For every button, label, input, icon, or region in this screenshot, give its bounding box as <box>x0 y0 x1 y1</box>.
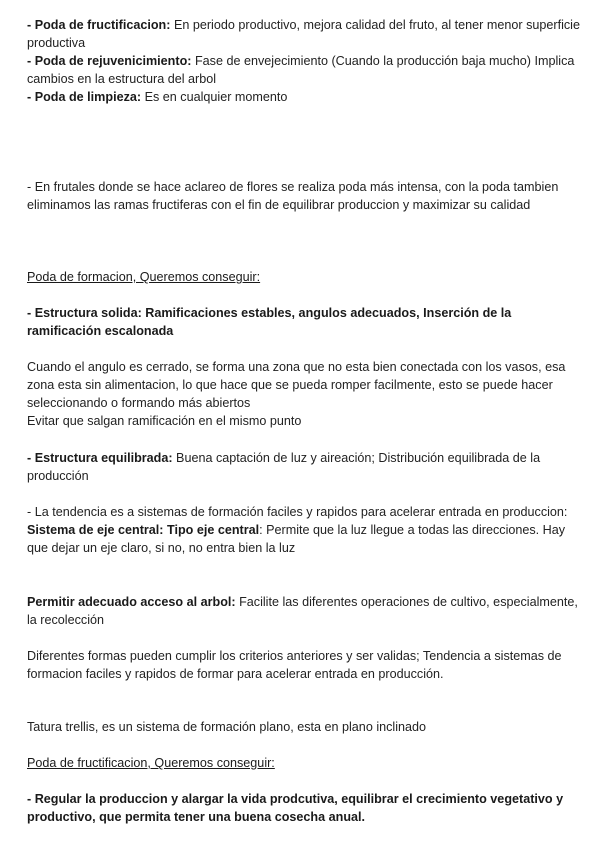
term-label: - Poda de limpieza: <box>27 90 142 104</box>
term-text: Facilite las diferentes operaciones de cultivo, especialmente, la recolección <box>27 595 578 627</box>
term-label: - Estructura equilibrada: <box>27 451 173 465</box>
term-text: Es en cualquier momento <box>141 90 288 104</box>
fructification-pruning-heading: Poda de fructificacion, Queremos conseguir: <box>27 756 275 770</box>
central-axis-type-label: Tipo eje central <box>167 523 260 537</box>
formation-pruning-heading: Poda de formacion, Queremos conseguir: <box>27 270 261 284</box>
angle-explanation-paragraph <box>27 358 583 430</box>
term-text: Fase de envejecimiento (Cuando la producción baja mucho) Implica cambios en la estructura del arbol <box>27 54 575 86</box>
pruning-cleaning-line <box>27 88 583 106</box>
tree-access-paragraph <box>27 593 583 629</box>
central-axis-system-label: Sistema de eje central: <box>27 523 164 537</box>
angle-explanation-text: Cuando el angulo es cerrado, se forma una zona que no esta bien conectada con los vasos, esa zona esta sin alimentacion, lo que hace que se pueda romper facilmente, esto se puede hacer seleccionando o formando más abiertos <box>27 360 566 410</box>
trend-text-continued: : Permite que la luz llegue a todas las direcciones. Hay que dejar un eje claro, si no, no entra bien la luz <box>27 523 566 555</box>
branching-note-text: Evitar que salgan ramificación en el mismo punto <box>27 414 302 428</box>
term-label: - Poda de fructificacion: <box>27 18 171 32</box>
fruit-thinning-paragraph: - En frutales donde se hace aclareo de flores se realiza poda más intensa, con la poda tambien eliminamos las ramas fructiferas con el fin de equilibrar produccion y maximizar su calidad <box>27 180 559 212</box>
term-label: - Poda de rejuvenicimiento: <box>27 54 192 68</box>
pruning-rejuvenation-line <box>27 52 583 88</box>
solid-structure-paragraph: - Estructura solida: Ramificaciones estables, angulos adecuados, Inserción de la ramificación escalonada <box>27 306 512 338</box>
tatura-trellis-paragraph: Tatura trellis, es un sistema de formación plano, esta en plano inclinado <box>27 720 427 734</box>
term-label: Permitir adecuado acceso al arbol: <box>27 595 236 609</box>
trend-text: - La tendencia es a sistemas de formación faciles y rapidos para acelerar entrada en produccion: <box>27 505 568 519</box>
pruning-types-paragraph <box>27 16 583 106</box>
term-text: Buena captación de luz y aireación; Distribución equilibrada de la producción <box>27 451 541 483</box>
training-forms-paragraph: Diferentes formas pueden cumplir los criterios anteriores y ser validas; Tendencia a sistemas de formacion faciles y rapidos de formar para acelerar entrada en producción. <box>27 649 562 681</box>
training-trend-paragraph <box>27 503 583 557</box>
pruning-fructification-line <box>27 16 583 52</box>
regulate-production-paragraph: - Regular la produccion y alargar la vida prodcutiva, equilibrar el crecimiento vegetativo y productivo, que permita tener una buena cosecha anual. <box>27 792 564 824</box>
term-text: En periodo productivo, mejora calidad del fruto, al tener menor superficie productiva <box>27 18 580 50</box>
balanced-structure-paragraph <box>27 449 583 485</box>
